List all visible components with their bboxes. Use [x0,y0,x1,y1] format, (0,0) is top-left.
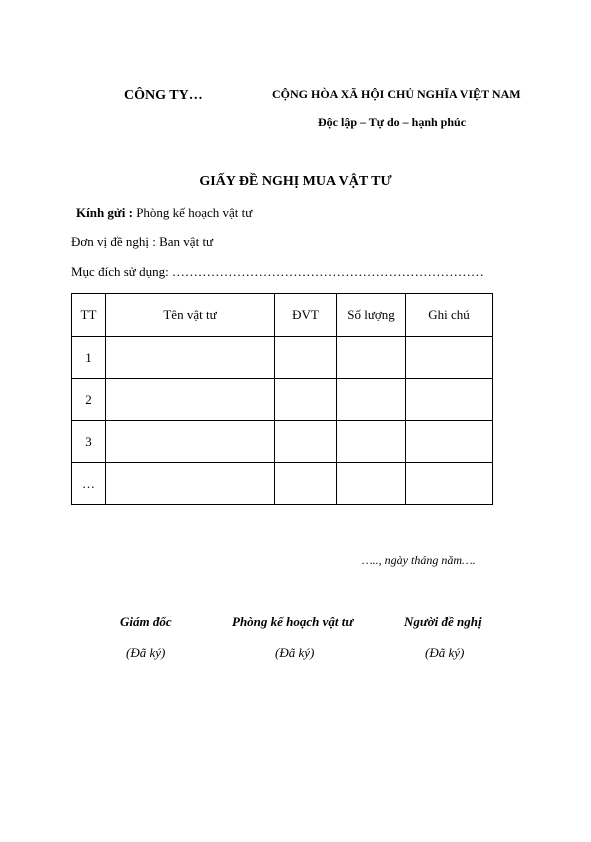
header-quantity: Số lượng [337,294,406,337]
recipient-line [76,205,252,221]
cell-item-name [106,463,275,505]
signature-status-requester: (Đã ký) [425,645,465,660]
signature-title-director: Giám đốc [120,614,172,629]
header-note: Ghi chú [406,294,493,337]
cell-quantity [337,337,406,379]
cell-item-name [106,337,275,379]
materials-table [71,293,493,505]
table-row [72,463,493,505]
requesting-unit-line: Đơn vị đề nghị : Ban vật tư [71,234,214,249]
header-unit: ĐVT [275,294,337,337]
cell-quantity [337,463,406,505]
cell-tt: … [72,463,106,505]
company-name: CÔNG TY… [124,88,203,103]
cell-quantity [337,379,406,421]
signature-title-requester: Người đề nghị [404,614,482,629]
date-line: ….., ngày tháng năm…. [362,553,476,567]
cell-tt: 3 [72,421,106,463]
cell-unit [275,421,337,463]
cell-note [406,463,493,505]
signature-status-director: (Đã ký) [126,645,166,660]
header-tt: TT [72,294,106,337]
cell-note [406,379,493,421]
purpose-line: Mục đích sử dụng: ……………………………………………………………… [71,264,484,279]
cell-quantity [337,421,406,463]
cell-tt: 2 [72,379,106,421]
cell-unit [275,463,337,505]
document-title: GIẤY ĐỀ NGHỊ MUA VẬT TƯ [199,174,392,189]
cell-unit [275,379,337,421]
header-item-name: Tên vật tư [106,294,275,337]
cell-unit [275,337,337,379]
cell-note [406,337,493,379]
recipient-value: Phòng kế hoạch vật tư [132,205,253,220]
cell-item-name [106,379,275,421]
recipient-label: Kính gửi : [76,205,133,220]
signature-status-planning-dept: (Đã ký) [275,645,315,660]
table-row [72,337,493,379]
table-row [72,421,493,463]
table-row [72,379,493,421]
cell-tt: 1 [72,337,106,379]
national-motto: Độc lập – Tự do – hạnh phúc [318,115,467,129]
cell-note [406,421,493,463]
signature-title-planning-dept: Phòng kế hoạch vật tư [232,614,354,629]
cell-item-name [106,421,275,463]
table-header-row [72,294,493,337]
national-title: CỘNG HÒA XÃ HỘI CHỦ NGHĨA VIỆT NAM [272,87,521,101]
